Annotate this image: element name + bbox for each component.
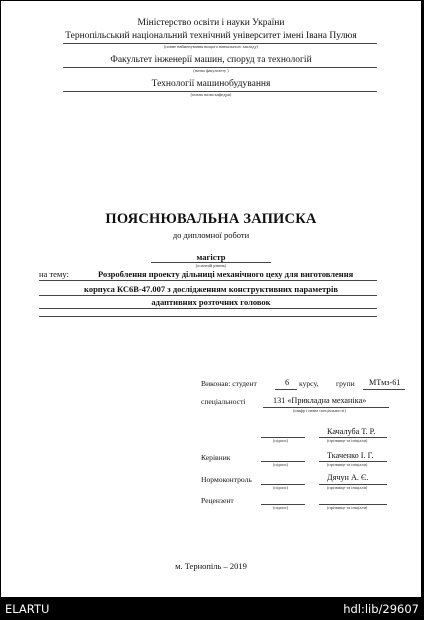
specialty-value: 131 «Прикладна механіка» (273, 396, 367, 405)
city-year: м. Тернопіль – 2019 (175, 561, 247, 571)
department-caption: (повна назва кафедри) (190, 92, 232, 97)
normcontrol-name: Дячун А. Є. (327, 473, 369, 482)
topic-line-1: Розроблення проекту дільниці механічного цеху для виготовлення (98, 269, 354, 279)
university-name: Тернопільський національний технічний університет імені Івана Пулюя (65, 31, 357, 41)
group-value: МТмз-61 (369, 378, 401, 387)
supervisor-signature-caption: (підпис) (273, 462, 289, 467)
student-name-caption: (прізвище та ініціали) (327, 438, 368, 443)
normcontrol-label: Нормоконтроль (201, 475, 252, 484)
document-title: ПОЯСНЮВАЛЬНА ЗАПИСКА (105, 211, 317, 227)
university-caption: (повне найменування вищого навчального закладу) (163, 44, 259, 49)
department-name: Технології машинобудування (151, 79, 271, 89)
reviewer-label: Рецензент (201, 496, 234, 505)
topic-line-3: адаптивних розточних головок (151, 297, 271, 307)
student-signature-caption: (підпис) (273, 438, 289, 443)
topic-underline-4 (39, 316, 377, 317)
normcontrol-signature-caption: (підпис) (273, 485, 289, 490)
topic-underline-2 (39, 295, 377, 296)
document-page (1, 1, 421, 597)
watermark-right: hdl:lib/29607 (343, 602, 419, 616)
course-underline (275, 389, 297, 390)
reviewer-name-caption: (прізвище та ініціали) (327, 505, 368, 510)
topic-label: на тему: (39, 269, 69, 279)
watermark-bar (0, 598, 424, 620)
group-underline (363, 389, 405, 390)
course-label: курсу, (299, 379, 319, 388)
topic-underline-1 (39, 280, 377, 281)
faculty-name: Факультет інженерії машин, споруд та технологій (110, 55, 312, 65)
level-caption: (освітній рівень) (195, 263, 227, 268)
supervisor-name-caption: (прізвище та ініціали) (327, 462, 368, 467)
ministry-name: Міністерство освіти і науки України (137, 18, 285, 28)
student-name: Качалуба Т. Р. (327, 427, 376, 436)
faculty-caption: (назва факультету ) (193, 68, 229, 73)
group-label: групи (336, 379, 355, 388)
normcontrol-name-caption: (прізвище та ініціали) (327, 485, 368, 490)
watermark-left: ELARTU (5, 602, 50, 616)
education-level: магістр (196, 252, 226, 262)
specialty-caption: (шифр і назва спеціальності) (293, 408, 346, 413)
supervisor-name: Ткаченко І. Г. (327, 451, 374, 460)
supervisor-label: Керівник (201, 453, 231, 462)
topic-underline-3 (39, 308, 377, 309)
document-subtitle: до дипломної роботи (172, 230, 250, 240)
specialty-label: спеціальності (201, 397, 246, 406)
student-label: Виконав: студент (201, 379, 257, 388)
reviewer-signature-caption: (підпис) (273, 505, 289, 510)
topic-line-2: корпуса КС6В-47.007 з дослідженням конструктивних параметрів (84, 284, 338, 294)
course-value: 6 (285, 378, 290, 387)
